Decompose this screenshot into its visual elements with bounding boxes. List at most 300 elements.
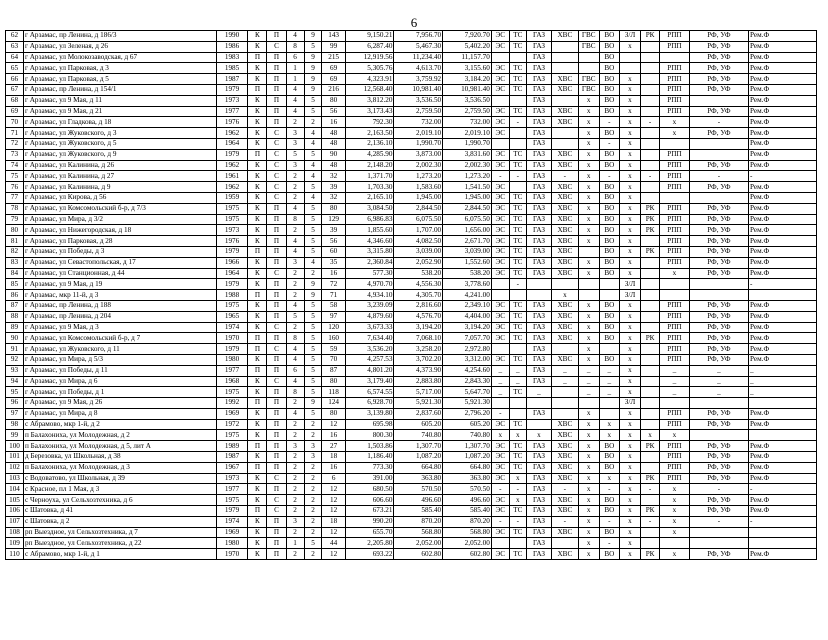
cell-cold-water: ХВС xyxy=(552,203,578,214)
cell-rpp-mark: РПП xyxy=(660,171,690,182)
table-row xyxy=(6,31,817,42)
cell-year-built: 1979 xyxy=(216,149,248,160)
cell-drainage: х xyxy=(599,473,619,484)
cell-rpp-mark: РПП xyxy=(660,84,690,95)
cell-row-number: 81 xyxy=(6,236,24,247)
cell-repair-fund: Рем.Ф xyxy=(749,452,817,463)
cell-entrances: 1 xyxy=(286,74,304,85)
cell-repair-fund: Рем.Ф xyxy=(749,63,817,74)
cell-rk-mark xyxy=(641,376,660,387)
cell-hot-water: х xyxy=(578,430,599,441)
cell-drainage: ВО xyxy=(599,74,619,85)
cell-cold-water: ХВС xyxy=(552,257,578,268)
cell-repair-fund: Рем.Ф xyxy=(749,138,817,149)
table-row xyxy=(6,106,817,117)
cell-address: г Арзамас, ул Нижегородская, д 18 xyxy=(23,225,216,236)
cell-residential-area: 10,981.40 xyxy=(443,84,492,95)
cell-address: с Шатовка, д 2 xyxy=(23,516,216,527)
cell-drainage: ВО xyxy=(599,506,619,517)
cell-entrances: 4 xyxy=(286,31,304,42)
cell-year-built: 1987 xyxy=(216,452,248,463)
cell-floors: 2 xyxy=(304,430,322,441)
cell-cold-water: ХВС xyxy=(552,182,578,193)
cell-repair-fund: Рем.Ф xyxy=(749,300,817,311)
cell-rk-mark: РК xyxy=(641,506,660,517)
cell-rk-mark xyxy=(641,462,660,473)
table-row xyxy=(6,117,817,128)
cell-heat-supply: _ xyxy=(509,365,526,376)
cell-drainage: - xyxy=(599,138,619,149)
cell-floors: 5 xyxy=(304,538,322,549)
cell-apartments: 16 xyxy=(322,117,345,128)
cell-address: с Шатовка, д 41 xyxy=(23,506,216,517)
cell-repair-fund: Рем.Ф xyxy=(749,52,817,63)
cell-row-number: 73 xyxy=(6,149,24,160)
cell-entrances: 8 xyxy=(286,387,304,398)
cell-wall-material: П xyxy=(248,52,267,63)
cell-rpp-mark xyxy=(660,52,690,63)
cell-residential-area: 2,052.00 xyxy=(443,538,492,549)
cell-total-area: 2,163.50 xyxy=(345,128,394,139)
cell-waste-chute: х xyxy=(619,311,640,322)
cell-gas-supply: ГАЗ xyxy=(526,128,551,139)
cell-cold-water: ХВС xyxy=(552,495,578,506)
cell-rk-mark: РК xyxy=(641,473,660,484)
cell-gas-supply xyxy=(526,398,551,409)
cell-electric-supply: ЭС xyxy=(491,236,509,247)
cell-row-number: 94 xyxy=(6,376,24,387)
cell-heat-supply: - xyxy=(509,171,526,182)
cell-cold-water: ХВС xyxy=(552,300,578,311)
cell-apartments: 124 xyxy=(322,398,345,409)
cell-electric-supply xyxy=(491,398,509,409)
cell-address: г Арзамас, ул Комсомольский б-р, д 7/3 xyxy=(23,203,216,214)
cell-address: г Арзамас, ул Севастопольская, д 17 xyxy=(23,257,216,268)
cell-electric-supply: ЭС xyxy=(491,149,509,160)
cell-gas-supply: ГАЗ xyxy=(526,149,551,160)
cell-row-number: 107 xyxy=(6,516,24,527)
cell-floors: 5 xyxy=(304,376,322,387)
cell-gas-supply: ГАЗ xyxy=(526,246,551,257)
cell-drainage: х xyxy=(599,430,619,441)
cell-gas-supply: ГАЗ xyxy=(526,322,551,333)
cell-cold-water: ХВС xyxy=(552,225,578,236)
table-row xyxy=(6,408,817,419)
cell-waste-chute: х xyxy=(619,506,640,517)
cell-residential-area: 5,647.70 xyxy=(443,387,492,398)
cell-living-area: 1,087.20 xyxy=(394,452,443,463)
cell-hot-water: ГВС xyxy=(578,74,599,85)
cell-total-area: 12,568.40 xyxy=(345,84,394,95)
cell-funds-mark: РФ, УФ xyxy=(689,419,748,430)
cell-cold-water: ХВС xyxy=(552,441,578,452)
cell-electric-supply: ЭС xyxy=(491,462,509,473)
cell-total-area: 9,150.21 xyxy=(345,31,394,42)
cell-drainage: ВО xyxy=(599,203,619,214)
cell-entrances: 2 xyxy=(286,225,304,236)
cell-gas-supply: ГАЗ xyxy=(526,257,551,268)
cell-residential-area: 363.80 xyxy=(443,473,492,484)
cell-total-area: 4,323.91 xyxy=(345,74,394,85)
cell-electric-supply: ЭС xyxy=(491,354,509,365)
cell-address: г Арзамас, ул Комсомольский б-р, д 7 xyxy=(23,333,216,344)
cell-entrances: 5 xyxy=(286,149,304,160)
cell-hot-water: х xyxy=(578,452,599,463)
cell-floors: 2 xyxy=(304,527,322,538)
cell-electric-supply: ЭС xyxy=(491,527,509,538)
cell-gas-supply: ГАЗ xyxy=(526,63,551,74)
cell-year-built: 1977 xyxy=(216,106,248,117)
cell-rpp-mark: РПП xyxy=(660,160,690,171)
cell-floor-type: П xyxy=(267,300,286,311)
cell-year-built: 1980 xyxy=(216,538,248,549)
cell-apartments: 16 xyxy=(322,430,345,441)
cell-electric-supply: ЭС xyxy=(491,441,509,452)
cell-address: г Арзамас, пр Ленина, д 154/1 xyxy=(23,84,216,95)
cell-floor-type: С xyxy=(267,322,286,333)
cell-heat-supply: - xyxy=(509,516,526,527)
cell-living-area: 605.20 xyxy=(394,419,443,430)
cell-drainage: ВО xyxy=(599,31,619,42)
cell-total-area: 3,173.43 xyxy=(345,106,394,117)
cell-row-number: 66 xyxy=(6,74,24,85)
cell-heat-supply xyxy=(509,95,526,106)
cell-floors: 5 xyxy=(304,387,322,398)
cell-cold-water: ХВС xyxy=(552,311,578,322)
cell-heat-supply xyxy=(509,182,526,193)
cell-wall-material: К xyxy=(248,279,267,290)
cell-drainage: ВО xyxy=(599,182,619,193)
cell-waste-chute: х xyxy=(619,354,640,365)
cell-floors: 9 xyxy=(304,31,322,42)
cell-gas-supply: ГАЗ xyxy=(526,236,551,247)
cell-wall-material: К xyxy=(248,473,267,484)
cell-heat-supply: х xyxy=(509,495,526,506)
cell-total-area: 4,257.53 xyxy=(345,354,394,365)
cell-year-built: 1979 xyxy=(216,84,248,95)
cell-hot-water xyxy=(578,398,599,409)
cell-address: г Арзамас, ул Жуковского, д 5 xyxy=(23,138,216,149)
table-row xyxy=(6,419,817,430)
cell-cold-water: - xyxy=(552,516,578,527)
cell-residential-area: 4,404.00 xyxy=(443,311,492,322)
cell-floors: 2 xyxy=(304,549,322,560)
cell-total-area: 3,812.20 xyxy=(345,95,394,106)
cell-funds-mark: РФ, УФ xyxy=(689,203,748,214)
cell-wall-material: К xyxy=(248,117,267,128)
cell-year-built: 1962 xyxy=(216,128,248,139)
cell-rk-mark: - xyxy=(641,516,660,527)
cell-total-area: 606.60 xyxy=(345,495,394,506)
cell-repair-fund xyxy=(749,430,817,441)
cell-repair-fund: - xyxy=(749,484,817,495)
cell-funds-mark: РФ, УФ xyxy=(689,322,748,333)
cell-waste-chute: х xyxy=(619,192,640,203)
cell-row-number: 65 xyxy=(6,63,24,74)
cell-total-area: 1,503.86 xyxy=(345,441,394,452)
cell-funds-mark xyxy=(689,538,748,549)
table-row xyxy=(6,84,817,95)
cell-electric-supply: ЭС xyxy=(491,419,509,430)
cell-hot-water: х xyxy=(578,344,599,355)
cell-waste-chute: х xyxy=(619,149,640,160)
cell-heat-supply: ТС xyxy=(509,387,526,398)
cell-electric-supply xyxy=(491,538,509,549)
cell-funds-mark: - xyxy=(689,484,748,495)
cell-residential-area: 585.40 xyxy=(443,506,492,517)
cell-residential-area: 1,552.60 xyxy=(443,257,492,268)
cell-apartments: 12 xyxy=(322,527,345,538)
cell-repair-fund xyxy=(749,538,817,549)
cell-wall-material: К xyxy=(248,171,267,182)
cell-floors: 2 xyxy=(304,516,322,527)
table-row xyxy=(6,527,817,538)
cell-hot-water: х xyxy=(578,419,599,430)
cell-repair-fund: Рем.Ф xyxy=(749,246,817,257)
cell-hot-water: _ xyxy=(578,387,599,398)
cell-heat-supply xyxy=(509,290,526,301)
cell-row-number: 79 xyxy=(6,214,24,225)
cell-row-number: 62 xyxy=(6,31,24,42)
cell-funds-mark: РФ, УФ xyxy=(689,84,748,95)
cell-drainage: ВО xyxy=(599,549,619,560)
cell-repair-fund: Рем.Ф xyxy=(749,322,817,333)
cell-funds-mark: - xyxy=(689,171,748,182)
cell-row-number: 106 xyxy=(6,506,24,517)
cell-cold-water xyxy=(552,344,578,355)
cell-heat-supply: ТС xyxy=(509,549,526,560)
cell-entrances: 2 xyxy=(286,473,304,484)
cell-electric-supply xyxy=(491,95,509,106)
cell-apartments: 80 xyxy=(322,95,345,106)
cell-row-number: 110 xyxy=(6,549,24,560)
cell-heat-supply: ТС xyxy=(509,257,526,268)
cell-hot-water: х xyxy=(578,225,599,236)
cell-address: г Арзамас, пр Ленина, д 188 xyxy=(23,300,216,311)
cell-waste-chute: х xyxy=(619,452,640,463)
cell-living-area: 664.80 xyxy=(394,462,443,473)
cell-floors: 5 xyxy=(304,214,322,225)
cell-heat-supply: ТС xyxy=(509,236,526,247)
cell-wall-material: К xyxy=(248,63,267,74)
housing-register-table xyxy=(5,30,817,560)
cell-living-area: 568.80 xyxy=(394,527,443,538)
cell-entrances: 8 xyxy=(286,333,304,344)
cell-floors: 4 xyxy=(304,257,322,268)
cell-address: с Красное, пл 1 Мая, д 3 xyxy=(23,484,216,495)
cell-row-number: 77 xyxy=(6,192,24,203)
cell-electric-supply: х xyxy=(491,430,509,441)
cell-address: г Арзамас, ул Победы, д 3 xyxy=(23,246,216,257)
cell-wall-material: П xyxy=(248,246,267,257)
cell-year-built: 1985 xyxy=(216,63,248,74)
cell-year-built: 1969 xyxy=(216,527,248,538)
cell-row-number: 98 xyxy=(6,419,24,430)
cell-gas-supply: ГАЗ xyxy=(526,117,551,128)
cell-rk-mark xyxy=(641,365,660,376)
cell-entrances: 4 xyxy=(286,236,304,247)
cell-residential-area: 6,075.50 xyxy=(443,214,492,225)
cell-hot-water: х xyxy=(578,128,599,139)
cell-rpp-mark: РПП xyxy=(660,63,690,74)
cell-floor-type: П xyxy=(267,538,286,549)
cell-residential-area: 2,844.50 xyxy=(443,203,492,214)
cell-drainage: ВО xyxy=(599,495,619,506)
cell-rpp-mark: РПП xyxy=(660,462,690,473)
table-row xyxy=(6,214,817,225)
cell-electric-supply: ЭС xyxy=(491,549,509,560)
cell-electric-supply: - xyxy=(491,484,509,495)
cell-cold-water: ХВС xyxy=(552,74,578,85)
cell-drainage: ВО xyxy=(599,311,619,322)
cell-waste-chute: З/Л xyxy=(619,290,640,301)
cell-apartments: 143 xyxy=(322,31,345,42)
cell-living-area: 2,816.60 xyxy=(394,300,443,311)
cell-living-area: 2,759.50 xyxy=(394,106,443,117)
cell-heat-supply: ТС xyxy=(509,106,526,117)
cell-year-built: 1979 xyxy=(216,344,248,355)
cell-cold-water: ХВС xyxy=(552,506,578,517)
cell-heat-supply: ТС xyxy=(509,41,526,52)
cell-rk-mark: РК xyxy=(641,214,660,225)
cell-cold-water: _ xyxy=(552,365,578,376)
cell-gas-supply xyxy=(526,290,551,301)
cell-repair-fund: Рем.Ф xyxy=(749,41,817,52)
cell-rk-mark: - xyxy=(641,171,660,182)
cell-residential-area: 602.80 xyxy=(443,549,492,560)
table-row xyxy=(6,452,817,463)
cell-rk-mark xyxy=(641,300,660,311)
cell-cold-water: ХВС xyxy=(552,192,578,203)
cell-gas-supply: ГАЗ xyxy=(526,549,551,560)
cell-waste-chute: х xyxy=(619,473,640,484)
cell-floor-type: П xyxy=(267,311,286,322)
table-row xyxy=(6,203,817,214)
cell-entrances: 4 xyxy=(286,95,304,106)
cell-cold-water: ХВС xyxy=(552,246,578,257)
cell-wall-material: П xyxy=(248,333,267,344)
cell-rk-mark xyxy=(641,149,660,160)
cell-rk-mark: РК xyxy=(641,333,660,344)
cell-address: г Арзамас, ул 9 Мая, д 21 xyxy=(23,106,216,117)
cell-floor-type: С xyxy=(267,182,286,193)
cell-apartments: 48 xyxy=(322,160,345,171)
cell-living-area: 2,019.10 xyxy=(394,128,443,139)
cell-year-built: 1973 xyxy=(216,95,248,106)
cell-total-area: 3,673.33 xyxy=(345,322,394,333)
cell-hot-water: х xyxy=(578,322,599,333)
cell-rk-mark xyxy=(641,538,660,549)
cell-waste-chute: х xyxy=(619,74,640,85)
cell-waste-chute: х xyxy=(619,484,640,495)
cell-repair-fund: Рем.Ф xyxy=(749,203,817,214)
cell-waste-chute: х xyxy=(619,441,640,452)
cell-row-number: 96 xyxy=(6,398,24,409)
cell-electric-supply: ЭС xyxy=(491,182,509,193)
cell-address: д Березовка, ул Школьная, д 38 xyxy=(23,452,216,463)
cell-funds-mark: РФ, УФ xyxy=(689,128,748,139)
cell-repair-fund: Рем.Ф xyxy=(749,408,817,419)
cell-residential-area: 1,087.20 xyxy=(443,452,492,463)
cell-apartments: 69 xyxy=(322,63,345,74)
table-row xyxy=(6,95,817,106)
cell-floors: 9 xyxy=(304,74,322,85)
cell-drainage: _ xyxy=(599,387,619,398)
cell-entrances: 2 xyxy=(286,430,304,441)
table-body xyxy=(6,31,817,560)
cell-floor-type: П xyxy=(267,63,286,74)
cell-gas-supply: ГАЗ xyxy=(526,365,551,376)
cell-electric-supply: ЭС xyxy=(491,257,509,268)
cell-funds-mark: РФ, УФ xyxy=(689,106,748,117)
cell-row-number: 78 xyxy=(6,203,24,214)
cell-rk-mark xyxy=(641,311,660,322)
cell-electric-supply: _ xyxy=(491,376,509,387)
cell-waste-chute: х xyxy=(619,95,640,106)
cell-floors: 5 xyxy=(304,311,322,322)
cell-heat-supply: ТС xyxy=(509,452,526,463)
cell-entrances: 8 xyxy=(286,41,304,52)
cell-year-built: 1986 xyxy=(216,41,248,52)
cell-wall-material: К xyxy=(248,160,267,171)
cell-year-built: 1979 xyxy=(216,506,248,517)
cell-drainage: ВО xyxy=(599,354,619,365)
cell-electric-supply xyxy=(491,52,509,63)
cell-address: г Арзамас, ул 9 Мая, д 26 xyxy=(23,398,216,409)
table-row xyxy=(6,149,817,160)
cell-wall-material: К xyxy=(248,430,267,441)
cell-gas-supply: ГАЗ xyxy=(526,333,551,344)
cell-hot-water: х xyxy=(578,516,599,527)
cell-year-built: 1975 xyxy=(216,430,248,441)
cell-rpp-mark: РПП xyxy=(660,182,690,193)
cell-electric-supply: _ xyxy=(491,387,509,398)
cell-hot-water: х xyxy=(578,441,599,452)
cell-wall-material: К xyxy=(248,236,267,247)
cell-entrances: 3 xyxy=(286,516,304,527)
cell-electric-supply: ЭС xyxy=(491,452,509,463)
cell-electric-supply: ЭС xyxy=(491,106,509,117)
cell-living-area: 3,702.20 xyxy=(394,354,443,365)
cell-year-built: 1973 xyxy=(216,225,248,236)
cell-drainage xyxy=(599,398,619,409)
cell-living-area: 2,052.90 xyxy=(394,257,443,268)
cell-floors: 9 xyxy=(304,84,322,95)
table-row xyxy=(6,225,817,236)
cell-electric-supply: - xyxy=(491,408,509,419)
cell-floors: 9 xyxy=(304,52,322,63)
cell-rpp-mark: РПП xyxy=(660,149,690,160)
cell-repair-fund: Рем.Ф xyxy=(749,225,817,236)
cell-funds-mark: РФ, УФ xyxy=(689,344,748,355)
cell-residential-area: 3,184.20 xyxy=(443,74,492,85)
cell-wall-material: К xyxy=(248,452,267,463)
cell-floors: 3 xyxy=(304,441,322,452)
cell-heat-supply: х xyxy=(509,473,526,484)
cell-residential-area: 664.80 xyxy=(443,462,492,473)
cell-wall-material: К xyxy=(248,419,267,430)
cell-total-area: 695.98 xyxy=(345,419,394,430)
cell-address: г Арзамас, пр Ленина, д 204 xyxy=(23,311,216,322)
cell-gas-supply: ГАЗ xyxy=(526,160,551,171)
cell-heat-supply: ТС xyxy=(509,84,526,95)
cell-residential-area: 1,273.20 xyxy=(443,171,492,182)
cell-waste-chute: х xyxy=(619,138,640,149)
cell-address: рп Выездное, ул Сельхозтехника, д 7 xyxy=(23,527,216,538)
cell-year-built: 1962 xyxy=(216,182,248,193)
cell-cold-water: _ xyxy=(552,376,578,387)
cell-rpp-mark xyxy=(660,398,690,409)
